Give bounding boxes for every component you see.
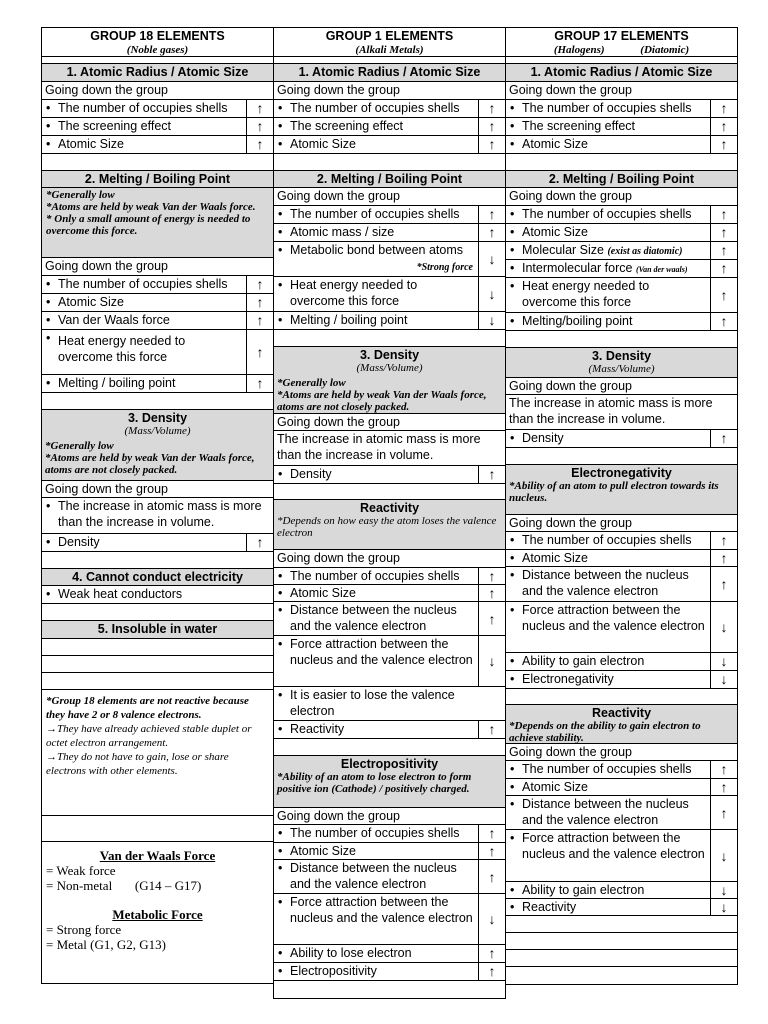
arrow-down-icon: ↓ — [710, 899, 737, 915]
list-item: • The number of occupies shells ↑ — [41, 276, 274, 294]
list-item: • Force attraction between the nucleus and the valence electron ↓ — [273, 894, 506, 945]
electronegativity-note: *Ability of an atom to pull electron towards its nucleus. — [509, 480, 719, 504]
melting-heading: 2. Melting / Boiling Point — [41, 171, 274, 188]
density-increase: The increase in atomic mass is more than the increase in volume. — [273, 431, 506, 466]
arrow-up-icon: ↑ — [710, 567, 737, 601]
arrow-up-icon: ↑ — [710, 779, 737, 795]
arrow-down-icon: ↓ — [478, 277, 505, 311]
arrow-up-icon: ↑ — [246, 276, 273, 293]
list-item: • Ability to gain electron ↓ — [505, 882, 738, 899]
metabolic-title: Metabolic Force — [112, 907, 203, 922]
list-item: • Atomic Size ↑ — [273, 843, 506, 860]
list-item: • Intermolecular force (Van der waals) ↑ — [505, 260, 738, 278]
going-down-label: Going down the group — [505, 188, 738, 206]
list-item: • Atomic Size ↑ — [273, 136, 506, 154]
group-1-title: GROUP 1 ELEMENTS — [325, 29, 454, 43]
list-item: • The number of occupies shells ↑ — [505, 100, 738, 118]
list-item: • The number of occupies shells ↑ — [273, 568, 506, 585]
list-item: • Atomic Size ↑ — [273, 585, 506, 602]
going-down-label: Going down the group — [273, 82, 506, 100]
group-17-header — [505, 27, 738, 57]
list-item: • Heat energy needed to overcome this force ↑ — [505, 278, 738, 313]
arrow-up-icon: ↑ — [478, 100, 505, 117]
arrow-up-icon: ↑ — [710, 796, 737, 829]
reactivity-note: *Depends on how easy the atom loses the valence electron — [277, 515, 497, 539]
list-item: • Reactivity ↑ — [273, 721, 506, 739]
group-17-subtitle: (Halogens) (Diatomic) — [553, 44, 690, 56]
reactivity-heading: Reactivity *Depends on how easy the atom loses the valence electron — [273, 500, 506, 550]
going-down-label: Going down the group — [273, 188, 506, 206]
arrow-up-icon: ↑ — [710, 100, 737, 117]
melting-heading: 2. Melting / Boiling Point — [505, 171, 738, 188]
group-17-column — [505, 27, 738, 985]
going-down-label: Going down the group — [505, 82, 738, 100]
arrow-up-icon: ↑ — [246, 118, 273, 135]
list-item: • Distance between the nucleus and the valence electron ↑ — [505, 796, 738, 830]
strong-force-note: *Strong force — [416, 262, 473, 273]
going-down-label: Going down the group — [41, 258, 274, 276]
arrow-down-icon: ↓ — [710, 602, 737, 652]
going-down-label: Going down the group — [273, 414, 506, 431]
arrow-up-icon: ↑ — [478, 118, 505, 135]
group-18-subtitle: (Noble gases) — [126, 44, 189, 56]
arrow-up-icon: ↑ — [478, 224, 505, 241]
list-item: • Atomic mass / size ↑ — [273, 224, 506, 242]
list-item: • It is easier to lose the valence electron — [273, 687, 506, 721]
arrow-up-icon: ↑ — [478, 602, 505, 635]
going-down-label: Going down the group — [41, 82, 274, 100]
list-item: • Density ↑ — [505, 430, 738, 448]
arrow-down-icon: ↓ — [478, 894, 505, 944]
arrow-up-icon: ↑ — [478, 585, 505, 601]
arrow-down-icon: ↓ — [478, 312, 505, 329]
list-item: • Electronegativity ↓ — [505, 671, 738, 689]
list-item: • Atomic Size ↑ — [505, 779, 738, 796]
arrow-up-icon: ↑ — [478, 206, 505, 223]
conduct-heading: 4. Cannot conduct electricity — [41, 569, 274, 586]
arrow-up-icon: ↑ — [478, 721, 505, 738]
list-item: • The increase in atomic mass is more than the increase in volume. — [41, 498, 274, 534]
list-item: • Melting / boiling point ↓ — [273, 312, 506, 330]
insoluble-heading: 5. Insoluble in water — [41, 621, 274, 639]
list-item: • Distance between the nucleus and the valence electron ↑ — [505, 567, 738, 602]
arrow-up-icon: ↑ — [246, 534, 273, 551]
arrow-up-icon: ↑ — [710, 550, 737, 566]
list-item: • Heat energy needed to overcome this force ↓ — [273, 277, 506, 312]
list-item: • Force attraction between the nucleus and the valence electron ↓ — [505, 602, 738, 653]
arrow-up-icon: ↑ — [478, 963, 505, 980]
list-item: • Melting / boiling point ↑ — [41, 375, 274, 393]
group-1-header — [273, 27, 506, 57]
arrow-up-icon: ↑ — [710, 242, 737, 259]
arrow-up-icon: ↑ — [246, 294, 273, 311]
list-item: • The number of occupies shells ↑ — [273, 100, 506, 118]
arrow-up-icon: ↑ — [478, 568, 505, 584]
arrow-down-icon: ↓ — [710, 653, 737, 670]
arrow-up-icon: ↑ — [246, 136, 273, 153]
arrow-up-icon: ↑ — [710, 260, 737, 277]
going-down-label: Going down the group — [273, 550, 506, 568]
arrow-down-icon: ↓ — [478, 242, 505, 276]
list-item: • Atomic Size ↑ — [505, 224, 738, 242]
arrow-up-icon: ↑ — [478, 466, 505, 483]
going-down-label: Going down the group — [505, 515, 738, 532]
group-18-header — [41, 27, 274, 57]
arrow-up-icon: ↑ — [710, 532, 737, 549]
arrow-down-icon: ↓ — [710, 830, 737, 881]
melting-heading: 2. Melting / Boiling Point — [273, 171, 506, 188]
force-legend: Van der Waals Force = Weak force = Non-metal (G14 – G17) Metabolic Force = Strong force = Metal (G1, G2, G13) — [41, 842, 274, 984]
going-down-label: Going down the group — [273, 808, 506, 825]
arrow-up-icon: ↑ — [478, 136, 505, 153]
arrow-up-icon: ↑ — [710, 313, 737, 330]
arrow-up-icon: ↑ — [710, 278, 737, 312]
density-heading: 3. Density (Mass/Volume) *Generally low *Atoms are held by weak Van der Waals force, atoms are not closely packed. — [273, 347, 506, 414]
going-down-label: Going down the group — [505, 744, 738, 761]
arrow-up-icon: ↑ — [478, 860, 505, 893]
list-item: • The screening effect ↑ — [273, 118, 506, 136]
list-item: • The number of occupies shells ↑ — [273, 206, 506, 224]
list-item: • Ability to gain electron ↓ — [505, 653, 738, 671]
list-item: • Heat energy needed to overcome this force ↑ — [41, 330, 274, 375]
arrow-up-icon: ↑ — [246, 375, 273, 392]
reactivity-note: *Group 18 elements are not reactive because they have 2 or 8 valence electrons. →They have already achieved stable duplet or octet electron arrangement. →They do not have to gain, lose or share electrons with other elements. — [41, 690, 274, 816]
list-item: • The number of occupies shells ↑ — [505, 206, 738, 224]
arrow-up-icon: ↑ — [710, 761, 737, 778]
atomic-radius-heading: 1. Atomic Radius / Atomic Size — [41, 64, 274, 82]
list-item: • Weak heat conductors — [41, 586, 274, 604]
arrow-up-icon: ↑ — [710, 136, 737, 153]
arrow-up-icon: ↑ — [710, 430, 737, 447]
density-heading: 3. Density (Mass/Volume) — [505, 348, 738, 378]
list-item: • The screening effect ↑ — [41, 118, 274, 136]
list-item: • Ability to lose electron ↑ — [273, 945, 506, 963]
arrow-up-icon: ↑ — [710, 206, 737, 223]
list-item: • The screening effect ↑ — [505, 118, 738, 136]
list-item: • Distance between the nucleus and the valence electron ↑ — [273, 602, 506, 636]
density-note: *Generally low *Atoms are held by weak Van der Waals force, atoms are not closely packed. — [277, 377, 487, 413]
list-item: • Force attraction between the nucleus and the valence electron ↓ — [505, 830, 738, 882]
arrow-up-icon: ↑ — [478, 825, 505, 842]
going-down-label: Going down the group — [41, 481, 274, 498]
arrow-up-icon: ↑ — [246, 100, 273, 117]
group-1-column — [273, 27, 506, 999]
group-17-title: GROUP 17 ELEMENTS — [554, 29, 689, 43]
arrow-down-icon: ↓ — [710, 882, 737, 898]
arrow-down-icon: ↓ — [710, 671, 737, 688]
density-heading: 3. Density (Mass/Volume) *Generally low *Atoms are held by weak Van der Waals force, atoms are not closely packed. — [41, 410, 274, 481]
list-item: • The number of occupies shells ↑ — [505, 532, 738, 550]
arrow-up-icon: ↑ — [246, 330, 273, 374]
arrow-up-icon: ↑ — [246, 312, 273, 329]
reactivity-heading: Reactivity *Depends on the ability to gain electron to achieve stability. — [505, 705, 738, 744]
list-item: • Density ↑ — [41, 534, 274, 552]
electropositivity-note: *Ability of an atom to lose electron to form positive ion (Cathode) / positively charged. — [277, 771, 472, 795]
atomic-radius-heading: 1. Atomic Radius / Atomic Size — [505, 64, 738, 82]
list-item: • Metabolic bond between atoms *Strong force ↓ — [273, 242, 506, 277]
arrow-up-icon: ↑ — [478, 945, 505, 962]
list-item: • The number of occupies shells ↑ — [41, 100, 274, 118]
melting-note: *Generally low *Atoms are held by weak Van der Waals force. * Only a small amount of energy is needed to overcome this force. — [41, 188, 274, 258]
group-18-column — [41, 27, 274, 984]
list-item: • Atomic Size ↑ — [41, 136, 274, 154]
list-item: • Melting/boiling point ↑ — [505, 313, 738, 331]
arrow-up-icon: ↑ — [710, 118, 737, 135]
density-note: *Generally low *Atoms are held by weak Van der Waals force, atoms are not closely packed. — [45, 440, 255, 476]
list-item: • Van der Waals force ↑ — [41, 312, 274, 330]
list-item: • Density ↑ — [273, 466, 506, 484]
list-item: • Molecular Size (exist as diatomic) ↑ — [505, 242, 738, 260]
group-1-subtitle: (Alkali Metals) — [355, 44, 424, 56]
atomic-radius-heading: 1. Atomic Radius / Atomic Size — [273, 64, 506, 82]
arrow-up-icon: ↑ — [710, 224, 737, 241]
arrow-down-icon: ↓ — [478, 636, 505, 686]
list-item: • Electropositivity ↑ — [273, 963, 506, 981]
reactivity-note: *Depends on the ability to gain electron to achieve stability. — [509, 720, 701, 744]
list-item: • Force attraction between the nucleus and the valence electron ↓ — [273, 636, 506, 687]
list-item: • Atomic Size ↑ — [505, 550, 738, 567]
electronegativity-heading: Electronegativity *Ability of an atom to pull electron towards its nucleus. — [505, 465, 738, 515]
going-down-label: Going down the group — [505, 378, 738, 395]
list-item: • Reactivity ↓ — [505, 899, 738, 916]
group-18-title: GROUP 18 ELEMENTS — [90, 29, 225, 43]
arrow-up-icon: ↑ — [478, 843, 505, 859]
list-item: • Distance between the nucleus and the valence electron ↑ — [273, 860, 506, 894]
density-increase: The increase in atomic mass is more than the increase in volume. — [505, 395, 738, 430]
list-item: • The number of occupies shells ↑ — [505, 761, 738, 779]
list-item: • Atomic Size ↑ — [505, 136, 738, 154]
list-item: • Atomic Size ↑ — [41, 294, 274, 312]
list-item: • The number of occupies shells ↑ — [273, 825, 506, 843]
electropositivity-heading: Electropositivity *Ability of an atom to lose electron to form positive ion (Cathode) / positively charged. — [273, 756, 506, 808]
vdw-title: Van der Waals Force — [99, 848, 216, 863]
